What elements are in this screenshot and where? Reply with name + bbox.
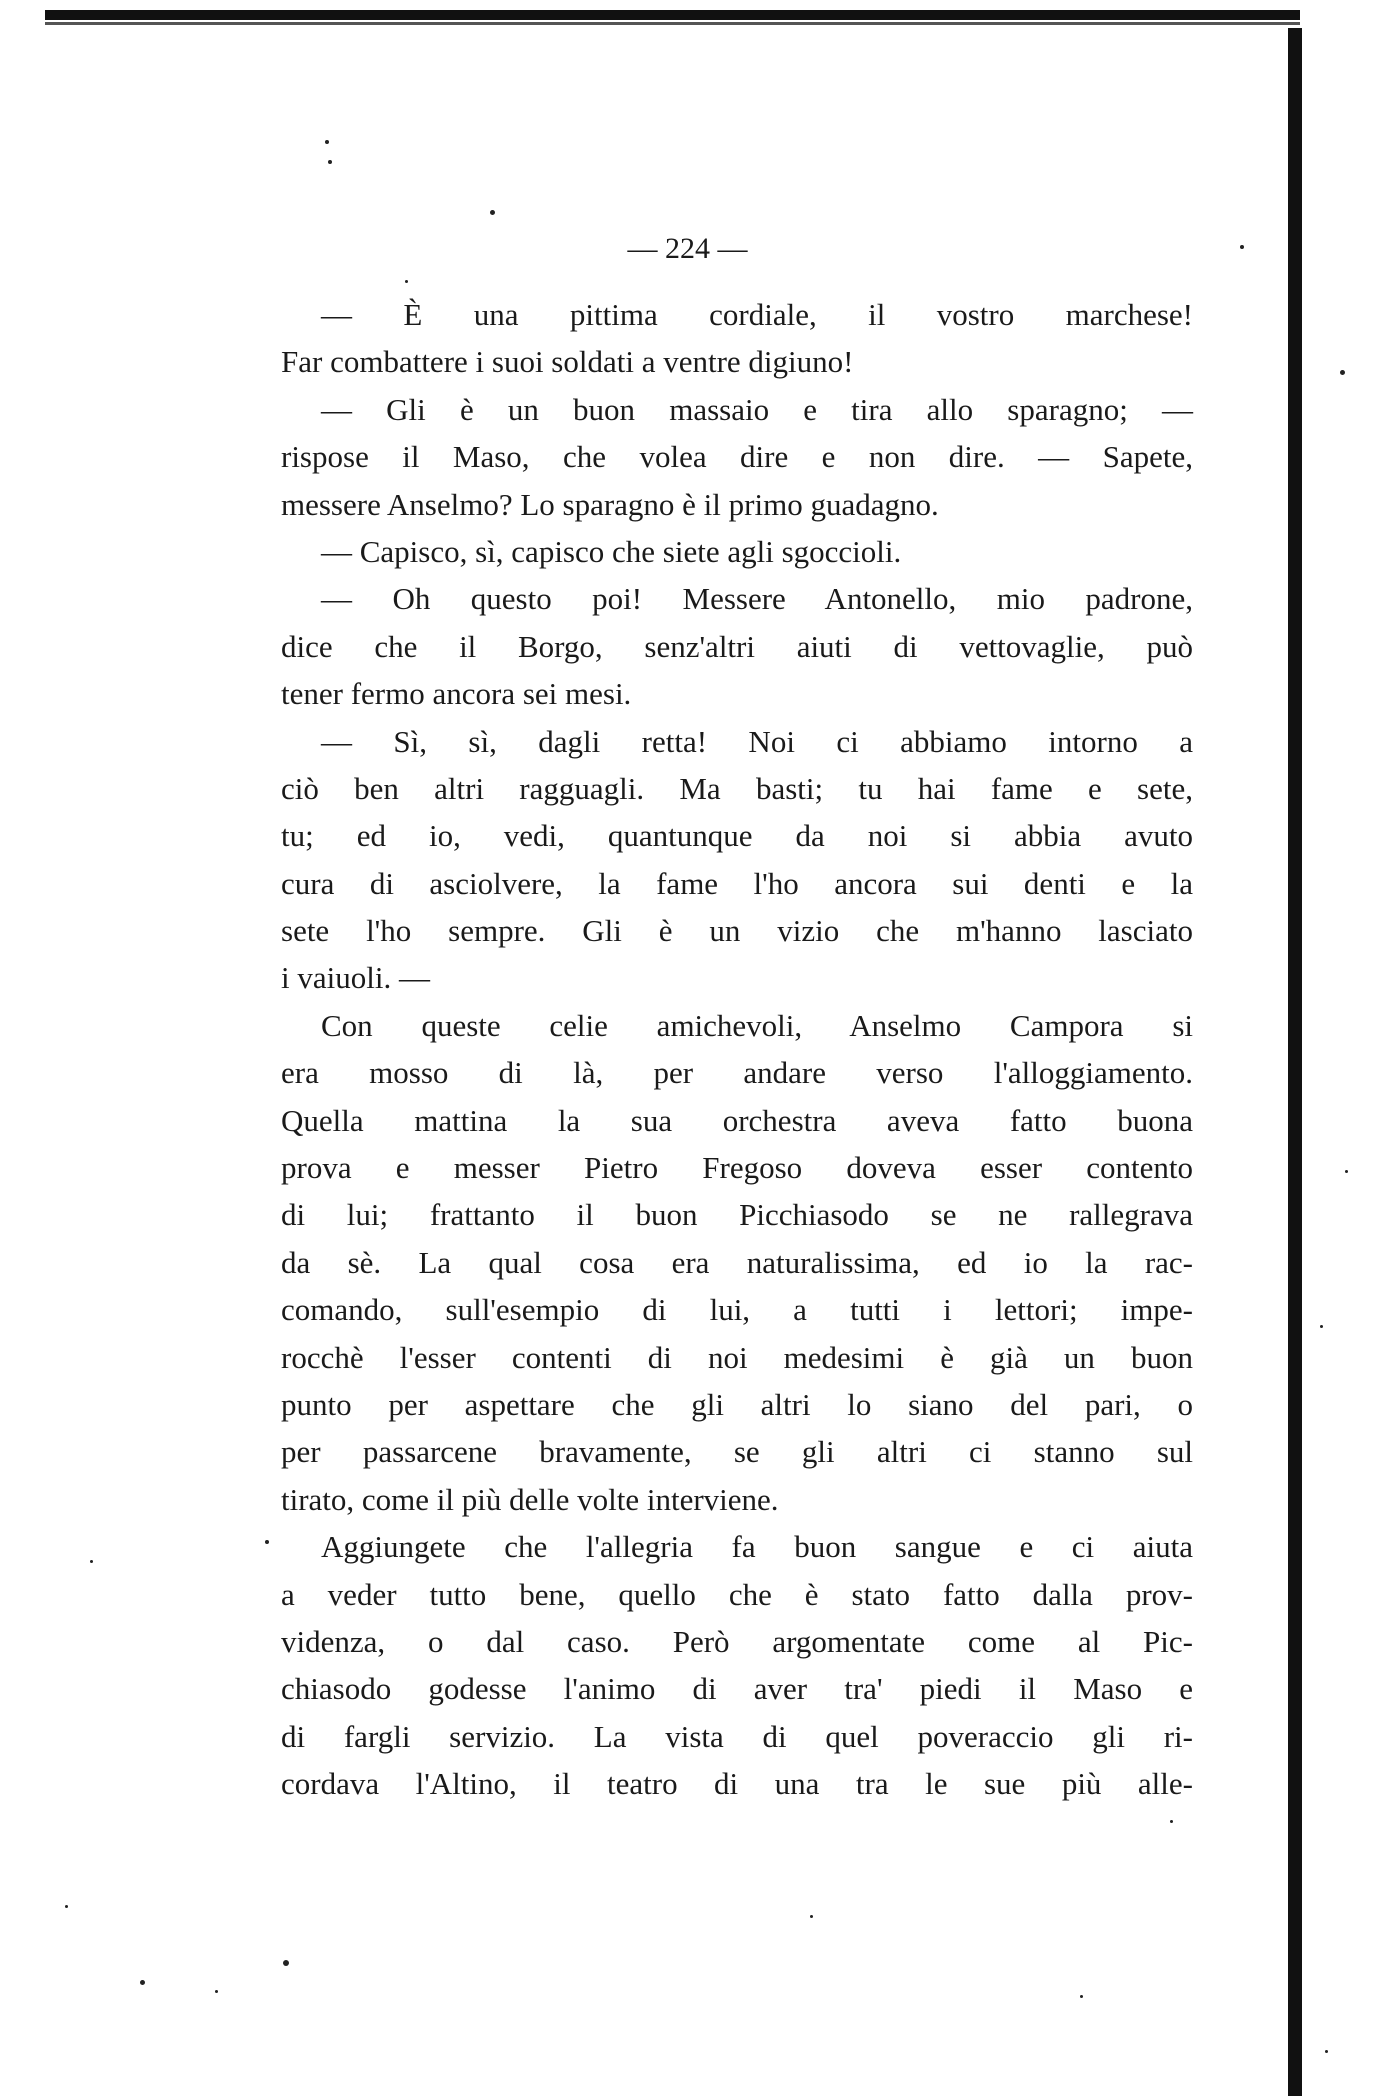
scan-speck bbox=[1320, 1325, 1323, 1328]
text-line: rispose il Maso, che volea dire e non dire. — Sapete, bbox=[281, 439, 1193, 475]
paragraph bbox=[281, 575, 1193, 717]
text-line: chiasodo godesse l'animo di aver tra' piedi il Maso e bbox=[281, 1671, 1193, 1707]
scan-speck bbox=[90, 1560, 93, 1563]
text-line: di fargli servizio. La vista di quel poveraccio gli ri- bbox=[281, 1718, 1193, 1754]
text-line: punto per aspettare che gli altri lo siano del pari, o bbox=[281, 1386, 1193, 1422]
paragraph bbox=[281, 1002, 1193, 1523]
text-line: per passarcene bravamente, se gli altri ci stanno sul bbox=[281, 1434, 1193, 1470]
scan-speck bbox=[265, 1540, 269, 1544]
right-page-edge bbox=[1288, 28, 1302, 2096]
text-line: tirato, come il più delle volte interviene. bbox=[281, 1481, 779, 1517]
top-border-rule-thin bbox=[45, 22, 1300, 25]
scan-speck bbox=[140, 1980, 145, 1985]
scan-speck bbox=[1080, 1995, 1083, 1998]
text-line: a veder tutto bene, quello che è stato fatto dalla prov- bbox=[281, 1576, 1193, 1612]
text-line: cura di asciolvere, la fame l'ho ancora sui denti e la bbox=[281, 865, 1193, 901]
text-line: ciò ben altri ragguagli. Ma basti; tu hai fame e sete, bbox=[281, 770, 1193, 806]
text-line: Aggiungete che l'allegria fa buon sangue e ci aiuta bbox=[321, 1529, 1193, 1565]
text-line: — Gli è un buon massaio e tira allo sparagno; — bbox=[321, 391, 1193, 427]
text-line: Quella mattina la sua orchestra aveva fatto buona bbox=[281, 1102, 1193, 1138]
scan-speck bbox=[65, 1905, 68, 1908]
text-line: Far combattere i suoi soldati a ventre digiuno! bbox=[281, 344, 854, 380]
text-line: di lui; frattanto il buon Picchiasodo se ne rallegrava bbox=[281, 1197, 1193, 1233]
text-line: — Capisco, sì, capisco che siete agli sgoccioli. bbox=[321, 533, 902, 569]
text-line: cordava l'Altino, il teatro di una tra le sue più alle- bbox=[281, 1766, 1193, 1802]
scan-speck bbox=[1170, 1820, 1173, 1823]
text-line: tener fermo ancora sei mesi. bbox=[281, 676, 632, 712]
scan-speck bbox=[215, 1990, 218, 1993]
scan-speck bbox=[1345, 1170, 1348, 1173]
text-line: Con queste celie amichevoli, Anselmo Campora si bbox=[321, 1007, 1193, 1043]
text-line: messere Anselmo? Lo sparagno è il primo guadagno. bbox=[281, 486, 939, 522]
text-line: — Sì, sì, dagli retta! Noi ci abbiamo intorno a bbox=[321, 723, 1193, 759]
text-line: tu; ed io, vedi, quantunque da noi si abbia avuto bbox=[281, 818, 1193, 854]
text-line: sete l'ho sempre. Gli è un vizio che m'hanno lasciato bbox=[281, 913, 1193, 949]
text-line: era mosso di là, per andare verso l'alloggiamento. bbox=[281, 1055, 1193, 1091]
paragraph bbox=[281, 291, 1193, 386]
text-line: comando, sull'esempio di lui, a tutti i lettori; impe- bbox=[281, 1292, 1193, 1328]
text-line: videnza, o dal caso. Però argomentate come al Pic- bbox=[281, 1623, 1193, 1659]
text-line: da sè. La qual cosa era naturalissima, ed io la rac- bbox=[281, 1244, 1193, 1280]
paragraph bbox=[281, 718, 1193, 1002]
body-text bbox=[281, 291, 1193, 1808]
page-number: — 224 — bbox=[627, 232, 748, 265]
scan-speck bbox=[1340, 370, 1345, 375]
scan-speck bbox=[328, 160, 332, 164]
top-border-rule bbox=[45, 10, 1300, 20]
text-line: i vaiuoli. — bbox=[281, 960, 430, 996]
scan-speck bbox=[325, 140, 329, 144]
text-line: — Oh questo poi! Messere Antonello, mio padrone, bbox=[321, 581, 1193, 617]
text-line: — È una pittima cordiale, il vostro marchese! bbox=[321, 297, 1193, 332]
scan-speck bbox=[283, 1960, 289, 1966]
text-line: dice che il Borgo, senz'altri aiuti di vettovaglie, può bbox=[281, 628, 1193, 664]
scan-speck bbox=[1240, 245, 1244, 249]
paragraph bbox=[281, 1523, 1193, 1807]
scan-speck bbox=[490, 210, 495, 215]
scan-speck bbox=[405, 280, 408, 283]
scan-speck bbox=[1325, 2050, 1328, 2053]
paragraph bbox=[281, 386, 1193, 528]
text-line: prova e messer Pietro Fregoso doveva esser contento bbox=[281, 1150, 1193, 1186]
paragraph bbox=[281, 528, 1193, 575]
text-line: rocchè l'esser contenti di noi medesimi è già un buon bbox=[281, 1339, 1193, 1375]
scan-speck bbox=[810, 1915, 813, 1918]
